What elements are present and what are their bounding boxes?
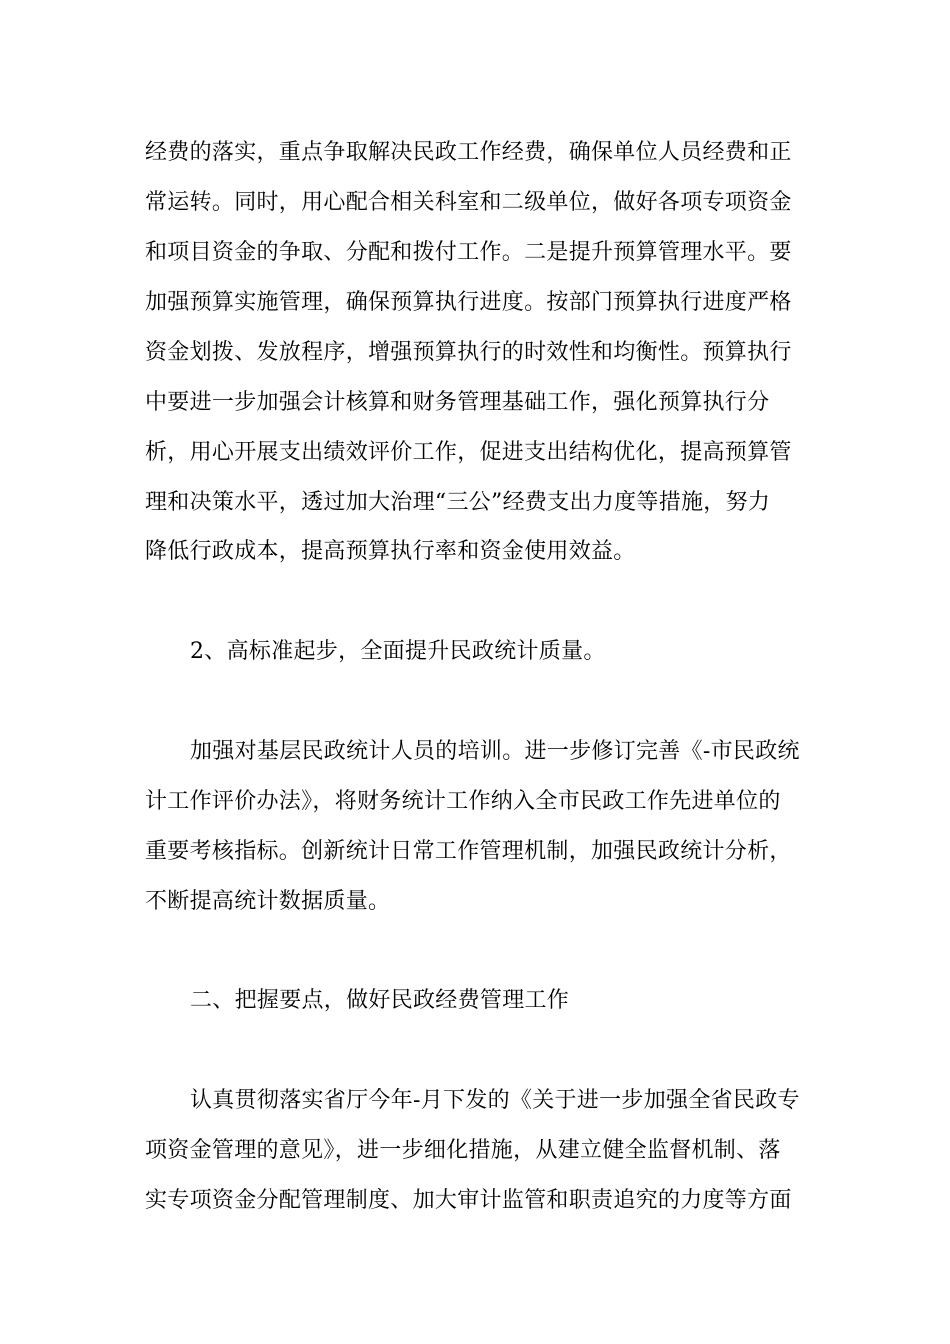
paragraph-1-line-9: 降低行政成本，提高预算执行率和资金使用效益。 <box>145 539 636 564</box>
section-heading-2: 2、高标准起步，全面提升民政统计质量。 <box>190 639 606 664</box>
paragraph-1-line-1: 经费的落实，重点争取解决民政工作经费，确保单位人员经费和正 <box>145 140 792 165</box>
paragraph-1-line-6: 中要进一步加强会计核算和财务管理基础工作，强化预算执行分 <box>145 390 770 415</box>
paragraph-1-line-3: 和项目资金的争取、分配和拨付工作。二是提升预算管理水平。要 <box>145 240 792 265</box>
paragraph-2-line-3: 重要考核指标。创新统计日常工作管理机制，加强民政统计分析， <box>145 839 792 864</box>
paragraph-3-line-3: 实专项资金分配管理制度、加大审计监管和职责追究的力度等方面 <box>145 1188 792 1213</box>
paragraph-2-line-4: 不断提高统计数据质量。 <box>145 889 391 914</box>
paragraph-3-line-2: 项资金管理的意见》，进一步细化措施，从建立健全监督机制、落 <box>145 1138 781 1163</box>
paragraph-3-line-1: 认真贯彻落实省厅今年-月下发的《关于进一步加强全省民政专 <box>190 1088 800 1113</box>
paragraph-1-line-4: 加强预算实施管理，确保预算执行进度。按部门预算执行进度严格 <box>145 290 792 315</box>
paragraph-2-line-2: 计工作评价办法》，将财务统计工作纳入全市民政工作先进单位的 <box>145 789 781 814</box>
paragraph-2-line-1: 加强对基层民政统计人员的培训。进一步修订完善《-市民政统 <box>190 739 800 764</box>
paragraph-1-line-8: 理和决策水平，透过加大治理“三公”经费支出力度等措施，努力 <box>145 490 771 515</box>
section-heading-er: 二、把握要点，做好民政经费管理工作 <box>190 988 570 1013</box>
paragraph-1-line-7: 析，用心开展支出绩效评价工作，促进支出结构优化，提高预算管 <box>145 440 792 465</box>
paragraph-1-line-5: 资金划拨、发放程序，增强预算执行的时效性和均衡性。预算执行 <box>145 340 792 365</box>
paragraph-1-line-2: 常运转。同时，用心配合相关科室和二级单位，做好各项专项资金 <box>145 190 792 215</box>
